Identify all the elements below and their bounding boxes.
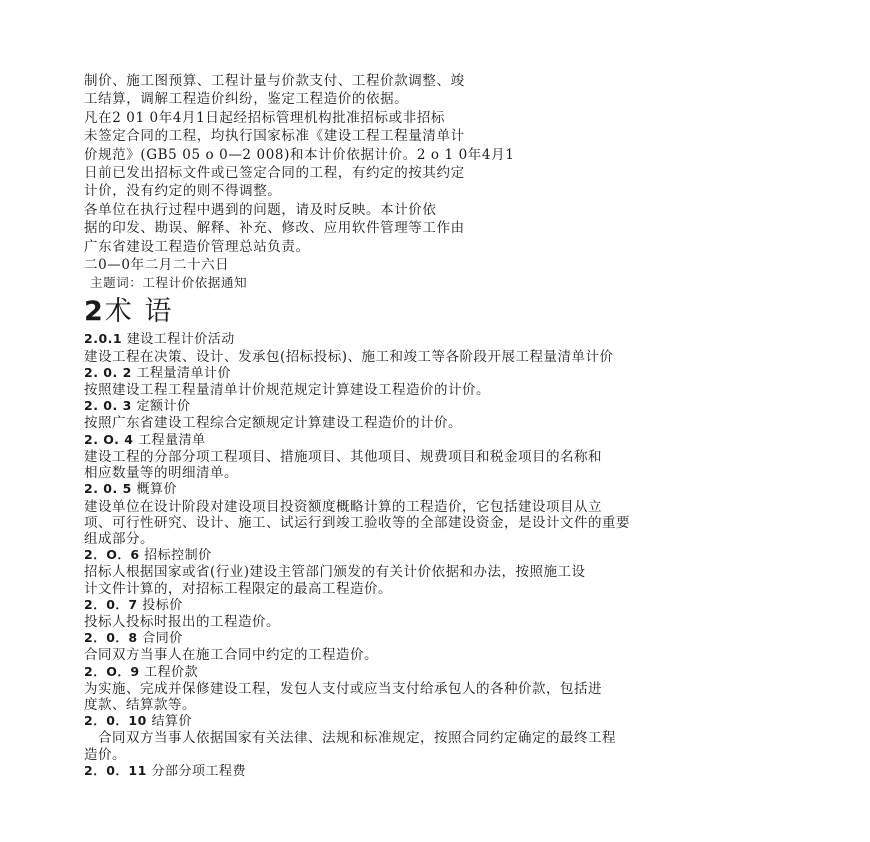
section-title: 术 语 xyxy=(104,296,174,328)
definition-number: 2．0．10 xyxy=(84,713,147,729)
definition-text: 造价。 xyxy=(84,746,126,763)
definition-text: 相应数量等的明细清单。 xyxy=(84,465,238,482)
definition-term xyxy=(84,365,790,382)
definition-term xyxy=(84,713,790,730)
definition-term-text: 工程量清单计价 xyxy=(136,365,231,381)
definition-number: 2.0.1 xyxy=(84,331,123,347)
intro-paragraphs xyxy=(84,72,790,291)
intro-line: 计价，没有约定的则不得调整。 xyxy=(84,183,282,200)
definition-term-text: 概算价 xyxy=(136,482,177,498)
definition-text: 按照广东省建设工程综合定额规定计算建设工程造价的计价。 xyxy=(84,415,462,432)
definition-text: 计文件计算的，对招标工程限定的最高工程造价。 xyxy=(84,580,392,597)
definition-number: 2. O. 4 xyxy=(84,431,134,447)
definition-number: 2. 0. 3 xyxy=(84,398,132,414)
definition-text: 建设工程的分部分项工程项目、措施项目、其他项目、规费项目和税金项目的名称和 xyxy=(84,448,602,465)
definition-term xyxy=(84,547,790,564)
definition-text: 度款、结算款等。 xyxy=(84,696,196,713)
definition-text: 为实施、完成并保修建设工程，发包人支付或应当支付给承包人的各种价款，包括进 xyxy=(84,680,602,697)
definition-text: 按照建设工程工程量清单计价规范规定计算建设工程造价的计价。 xyxy=(84,382,490,399)
definition-term-text: 招标控制价 xyxy=(144,548,212,564)
definition-text: 招标人根据国家或省(行业)建设主管部门颁发的有关计价依据和办法，按照施工设 xyxy=(84,564,586,581)
intro-line: 价规范》(GB5 05 o 0—2 008)和本计价依据计价。2 o 1 0年4月1 xyxy=(84,146,515,163)
definition-text: 组成部分。 xyxy=(84,530,154,547)
definition-term-text: 建设工程计价活动 xyxy=(126,332,235,348)
definition-term-text: 分部分项工程费 xyxy=(151,763,246,779)
definition-text: 合同双方当事人在施工合同中约定的工程造价。 xyxy=(84,647,378,664)
date-line: 二0—0年二月二十六日 xyxy=(84,257,230,274)
document-body xyxy=(84,72,790,780)
definition-term xyxy=(84,630,790,647)
definition-term-text: 合同价 xyxy=(142,631,183,647)
intro-line: 广东省建设工程造价管理总站负责。 xyxy=(84,238,310,255)
definition-term-text: 工程量清单 xyxy=(138,432,206,448)
definitions-list xyxy=(84,331,790,779)
definition-number: 2．0．8 xyxy=(84,630,138,646)
intro-line: 各单位在执行过程中遇到的问题，请及时反映。本计价依 xyxy=(84,201,437,218)
definition-term xyxy=(84,398,790,415)
definition-number: 2．O．6 xyxy=(84,547,140,563)
definition-text: 投标人投标时报出的工程造价。 xyxy=(84,613,280,630)
definition-number: 2．O．9 xyxy=(84,663,140,679)
definition-text: 合同双方当事人依据国家有关法律、法规和标准规定，按照合同约定确定的最终工程 xyxy=(98,730,616,747)
definition-text: 项、可行性研究、设计、施工、试运行到竣工验收等的全部建设资金，是设计文件的重要 xyxy=(84,514,630,531)
definition-number: 2. 0. 2 xyxy=(84,364,132,380)
definition-term xyxy=(84,597,790,614)
definition-number: 2．0．11 xyxy=(84,762,147,778)
definition-term-text: 工程价款 xyxy=(144,664,199,680)
definition-term xyxy=(84,331,790,348)
intro-line: 凡在2 01 0年4月1日起经招标管理机构批准招标或非招标 xyxy=(84,109,446,126)
definition-number: 2．0．7 xyxy=(84,596,138,612)
definition-term xyxy=(84,763,790,780)
intro-line: 日前已发出招标文件或已签定合同的工程，有约定的按其约定 xyxy=(84,165,465,182)
definition-term-text: 结算价 xyxy=(151,714,192,730)
section-heading xyxy=(84,295,790,329)
definition-term xyxy=(84,432,790,449)
definition-term xyxy=(84,481,790,498)
definition-text: 建设工程在决策、设计、发承包(招标投标)、施工和竣工等各阶段开展工程量清单计价 xyxy=(84,348,614,365)
intro-line: 据的印发、勘误、解释、补充、修改、应用软件管理等工作由 xyxy=(84,220,465,237)
intro-line: 未签定合同的工程，均执行国家标准《建设工程工程量清单计 xyxy=(84,128,465,145)
subject-line: 主题词：工程计价依据通知 xyxy=(90,275,248,291)
definition-term-text: 定额计价 xyxy=(136,399,191,415)
definition-number: 2. 0. 5 xyxy=(84,481,132,497)
intro-line: 工结算，调解工程造价纠纷，鉴定工程造价的依据。 xyxy=(84,91,409,108)
definition-text: 建设单位在设计阶段对建设项目投资额度概略计算的工程造价，它包括建设项目从立 xyxy=(84,498,602,515)
section-number: 2 xyxy=(84,296,105,328)
definition-term-text: 投标价 xyxy=(142,597,183,613)
intro-line: 制价、施工图预算、工程计量与价款支付、工程价款调整、竣 xyxy=(84,73,465,89)
definition-term xyxy=(84,664,790,681)
